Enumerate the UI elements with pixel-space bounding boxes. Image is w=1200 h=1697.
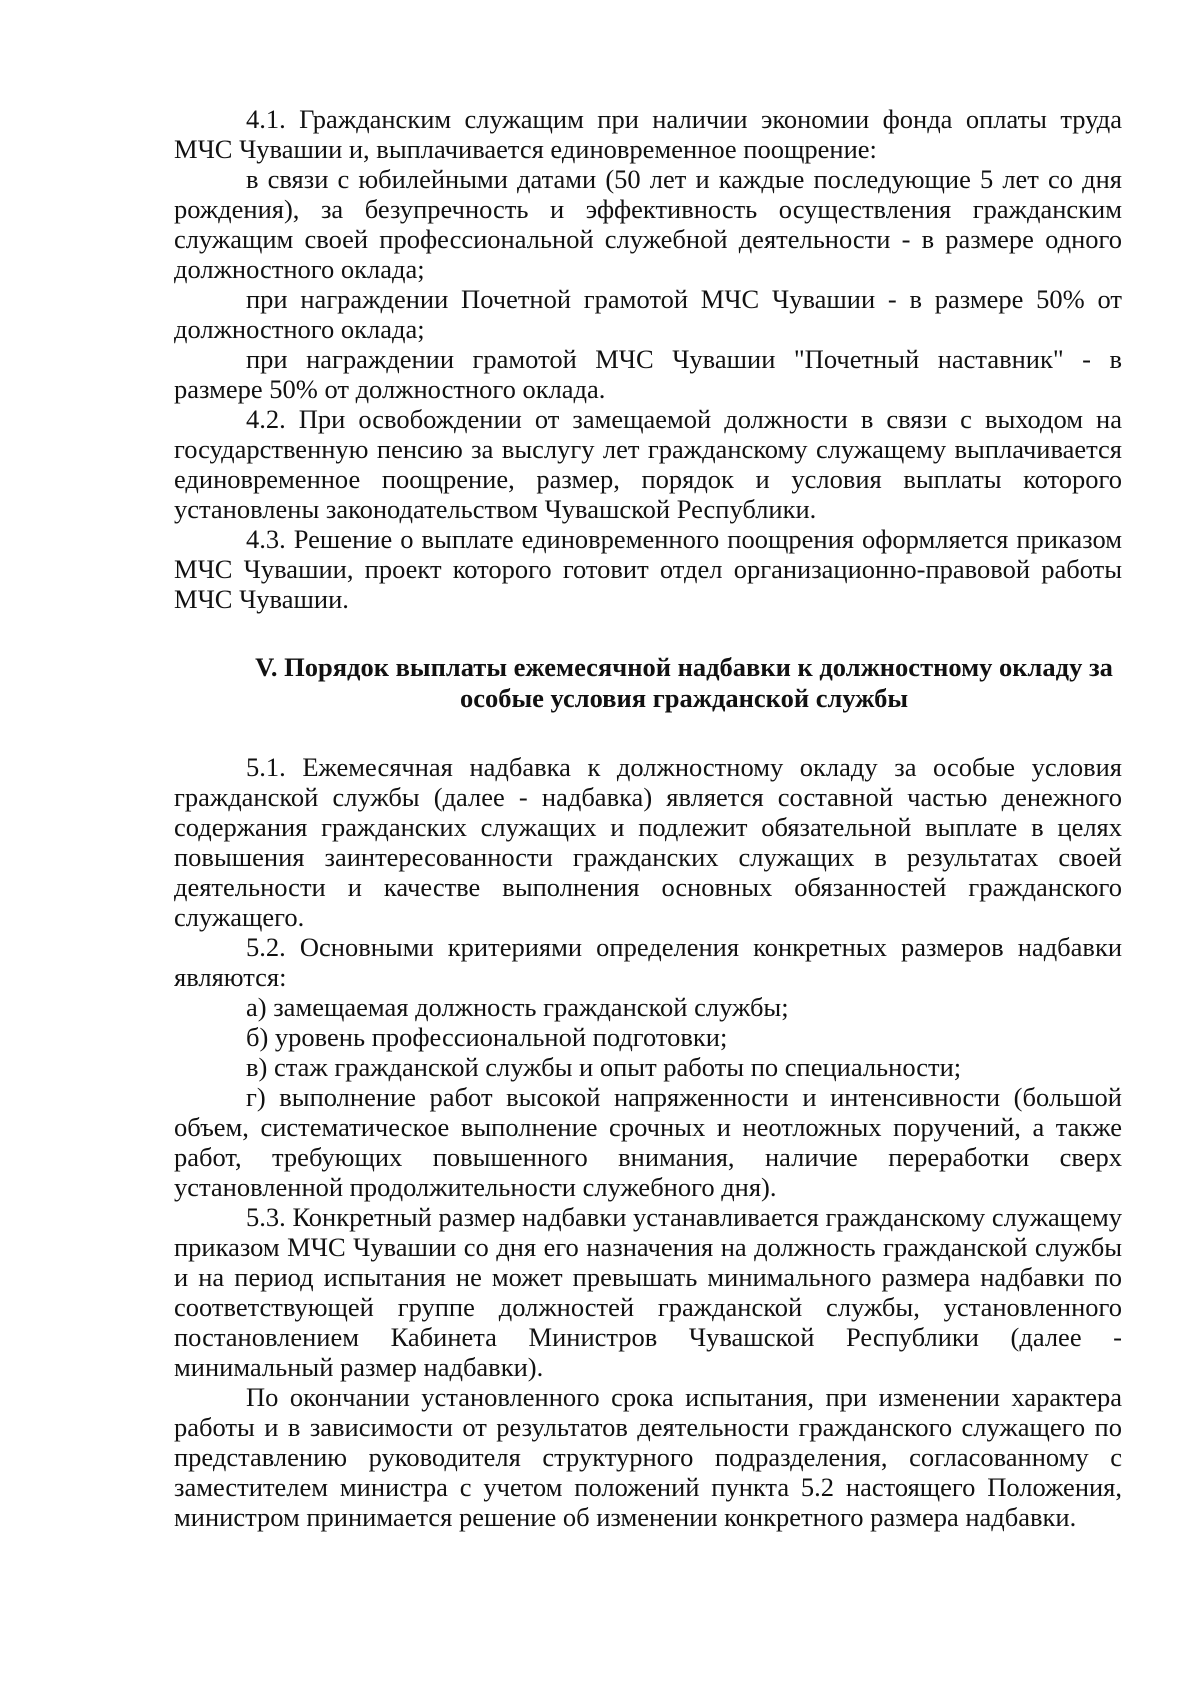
paragraph-5-3-continuation: По окончании установленного срока испытания, при изменении характера работы и в зависимости от результатов деятельности гражданского служащего по представлению руководителя структурного подразделения, согласованному с заместителем министра с учетом положений пункта 5.2 настоящего Положения, министром принимается решение об изменении конкретного размера надбавки.: [174, 1382, 1122, 1532]
paragraph-4-3: 4.3. Решение о выплате единовременного поощрения оформляется приказом МЧС Чувашии, проект которого готовит отдел организационно-правовой работы МЧС Чувашии.: [174, 524, 1122, 614]
paragraph-4-2: 4.2. При освобождении от замещаемой должности в связи с выходом на государственную пенсию за выслугу лет гражданскому служащему выплачивается единовременное поощрение, размер, порядок и условия выплаты которого установлены законодательством Чувашской Республики.: [174, 404, 1122, 524]
section-5-heading-line-2: особые условия гражданской службы: [459, 683, 909, 713]
document-page: [174, 104, 1122, 1532]
paragraph-5-2: 5.2. Основными критериями определения конкретных размеров надбавки являются:: [174, 932, 1122, 992]
section-5-heading-line-1: V. Порядок выплаты ежемесячной надбавки к должностному окладу за: [255, 652, 1113, 682]
paragraph-4-1-mentor-certificate: при награждении грамотой МЧС Чувашии "Почетный наставник" - в размере 50% от должностного оклада.: [174, 344, 1122, 404]
section-5-heading: [174, 652, 1122, 714]
paragraph-4-1-anniversary: в связи с юбилейными датами (50 лет и каждые последующие 5 лет со дня рождения), за безупречность и эффективность осуществления гражданским служащим своей профессиональной служебной деятельности - в размере одного должностного оклада;: [174, 164, 1122, 284]
paragraph-4-1-honor-certificate: при награждении Почетной грамотой МЧС Чувашии - в размере 50% от должностного оклада;: [174, 284, 1122, 344]
criterion-d: г) выполнение работ высокой напряженности и интенсивности (большой объем, систематическое выполнение срочных и неотложных поручений, а также работ, требующих повышенного внимания, наличие переработки сверх установленной продолжительности служебного дня).: [174, 1082, 1122, 1202]
paragraph-5-1: 5.1. Ежемесячная надбавка к должностному окладу за особые условия гражданской службы (далее - надбавка) является составной частью денежного содержания гражданских служащих и подлежит обязательной выплате в целях повышения заинтересованности гражданских служащих в результатах своей деятельности и качестве выполнения основных обязанностей гражданского служащего.: [174, 752, 1122, 932]
criterion-b: б) уровень профессиональной подготовки;: [246, 1022, 728, 1052]
criterion-a: а) замещаемая должность гражданской службы;: [246, 992, 789, 1022]
criterion-c: в) стаж гражданской службы и опыт работы по специальности;: [246, 1052, 962, 1082]
paragraph-4-1: 4.1. Гражданским служащим при наличии экономии фонда оплаты труда МЧС Чувашии и, выплачивается единовременное поощрение:: [174, 104, 1122, 164]
paragraph-5-3: 5.3. Конкретный размер надбавки устанавливается гражданскому служащему приказом МЧС Чувашии со дня его назначения на должность гражданской службы и на период испытания не может превышать минимального размера надбавки по соответствующей группе должностей гражданской службы, установленного постановлением Кабинета Министров Чувашской Республики (далее - минимальный размер надбавки).: [174, 1202, 1122, 1382]
